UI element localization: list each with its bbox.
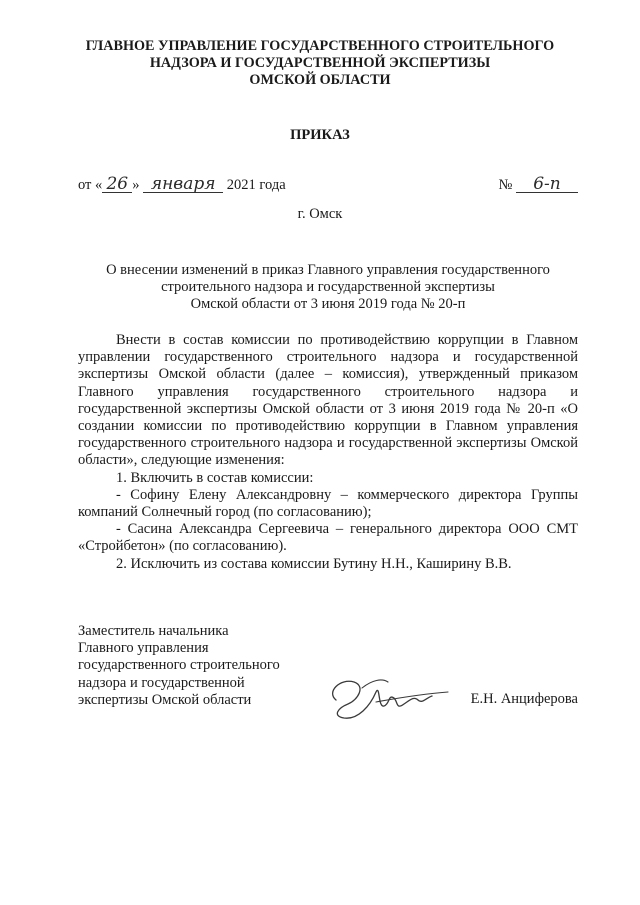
date-month: января: [143, 176, 223, 193]
city: г. Омск: [297, 206, 343, 222]
date-suffix: 2021 года: [226, 177, 286, 193]
subject-line-3: Омской области от 3 июня 2019 года № 20-п: [190, 296, 466, 312]
body-paragraph-2: 1. Включить в состав комиссии:: [116, 469, 314, 486]
body-paragraph-5: 2. Исключить из состава комиссии Бутину Н.Н., Каширину В.В.: [116, 555, 512, 572]
signatory-line-4: надзора и государственной: [78, 674, 245, 691]
order-body: [78, 332, 578, 573]
signatory-line-3: государственного строительного: [78, 657, 280, 674]
number-value: 6-п: [516, 176, 578, 193]
signatory-name: Е.Н. Анциферова: [470, 691, 578, 707]
date-mid: »: [132, 177, 140, 193]
date-prefix: от «: [78, 177, 103, 193]
header-line-3: ОМСКОЙ ОБЛАСТИ: [249, 72, 391, 88]
header-line-2: НАДЗОРА И ГОСУДАРСТВЕННОЙ ЭКСПЕРТИЗЫ: [149, 55, 491, 71]
date-number-line: [78, 170, 578, 196]
document-title: ПРИКАЗ: [290, 127, 350, 143]
date-day: 26: [102, 176, 132, 193]
subject-line-2: строительного надзора и государственной экспертизы: [161, 279, 495, 295]
order-date: [78, 176, 286, 194]
signatory-title: [78, 623, 338, 709]
handwritten-signature: [318, 670, 458, 730]
order-subject: [78, 262, 578, 313]
signatory-line-2: Главного управления: [78, 640, 209, 657]
organization-header: [40, 38, 600, 89]
order-number: [499, 176, 578, 194]
body-paragraph-3: - Софину Елену Александровну – коммерческого директора Группы компаний Солнечный город (по согласованию);: [78, 486, 578, 521]
body-paragraph-1: Внести в состав комиссии по противодействию коррупции в Главном управлении государственного строительного надзора и государственной экспертизы Омской области (далее – комиссия), утвержденный приказом Главного управления государственного строительного надзора и государственной экспертизы Омской области от 3 июня 2019 года № 20-п «О создании комиссии по противодействию коррупции в Главном управления государственного строительного надзора и государственной экспертизы Омской области», следующие изменения:: [78, 332, 578, 469]
number-label: №: [498, 177, 513, 193]
header-line-1: ГЛАВНОЕ УПРАВЛЕНИЕ ГОСУДАРСТВЕННОГО СТРОИТЕЛЬНОГО: [85, 38, 555, 54]
body-paragraph-4: - Сасина Александра Сергеевича – генерального директора ООО СМТ «Стройбетон» (по согласованию).: [78, 521, 578, 555]
signatory-line-5: экспертизы Омской области: [78, 691, 252, 708]
subject-line-1: О внесении изменений в приказ Главного управления государственного: [106, 262, 550, 278]
signatory-line-1: Заместитель начальника: [78, 623, 229, 639]
